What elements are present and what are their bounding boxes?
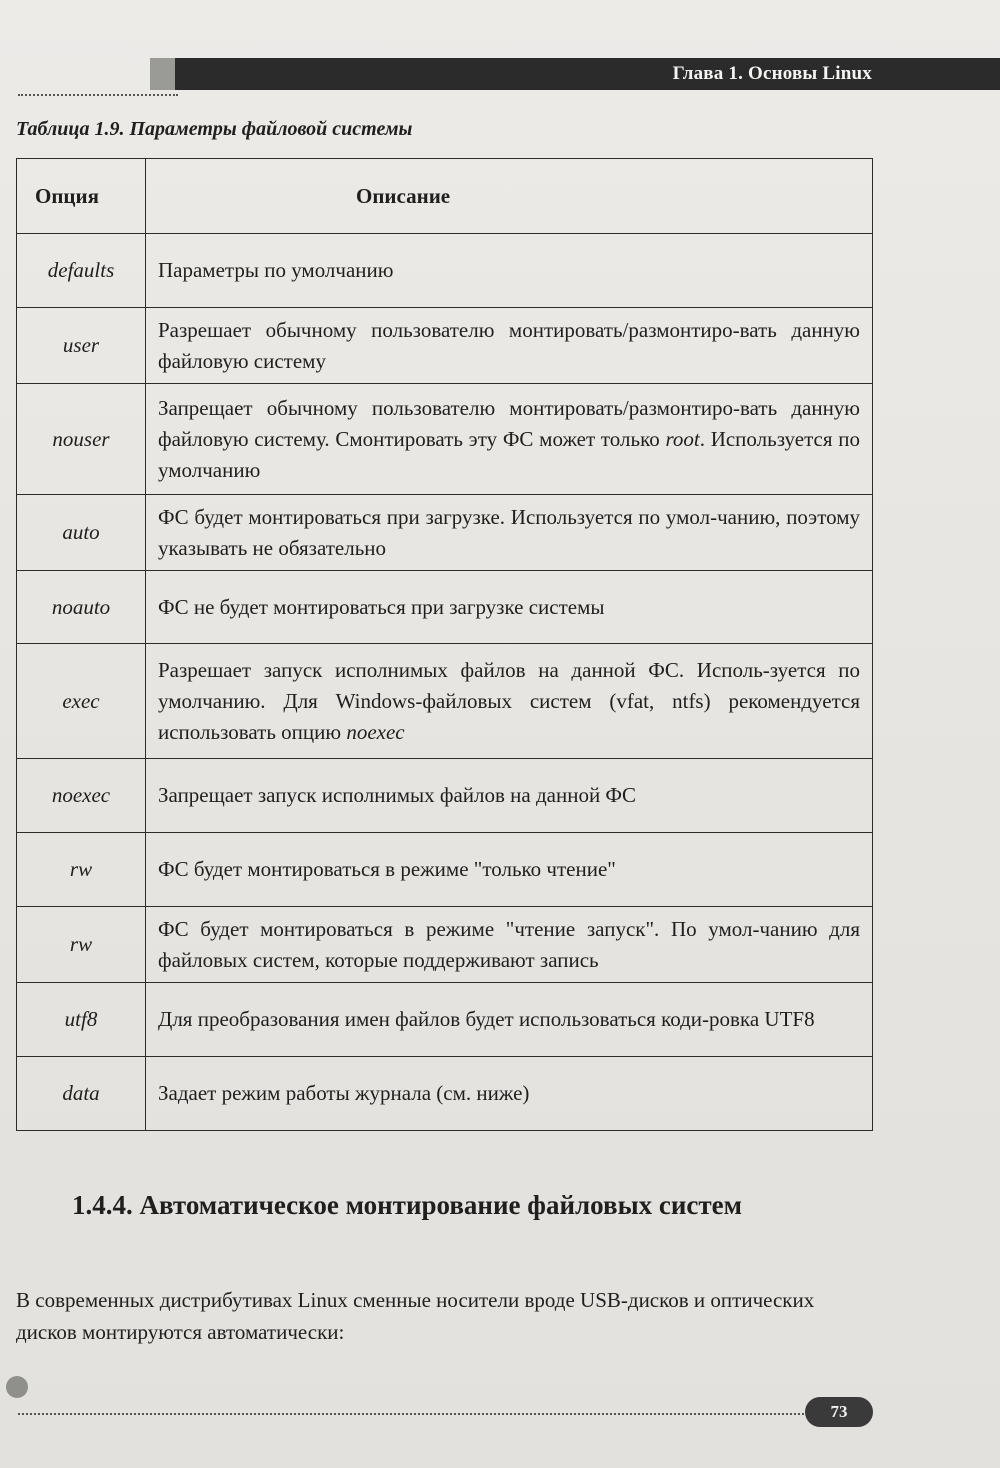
table-row [17, 983, 873, 1057]
page-margin-dot [6, 1376, 28, 1398]
option-cell: auto [17, 495, 146, 571]
description-cell: ФС будет монтироваться в режиме "только чтение" [146, 833, 873, 907]
table-row [17, 495, 873, 571]
description-cell: Параметры по умолчанию [146, 234, 873, 308]
column-header-description: Описание [146, 159, 873, 234]
table-row [17, 907, 873, 983]
header-accent [150, 58, 178, 90]
description-cell: ФС будет монтироваться при загрузке. Используется по умол-чанию, поэтому указывать не обязательно [146, 495, 873, 571]
table-row [17, 384, 873, 495]
option-cell: utf8 [17, 983, 146, 1057]
option-cell: noauto [17, 571, 146, 644]
section-heading: 1.4.4. Автоматическое монтирование файловых систем [72, 1190, 743, 1220]
table-header-row [17, 159, 873, 234]
table-row [17, 1057, 873, 1131]
description-emphasis: noexec [346, 719, 405, 744]
description-text: Разрешает запуск исполнимых файлов на данной ФС. Исполь-зуется по умолчанию. Для Windows-файловых систем (vfat, ntfs) рекомендуется использовать опцию [158, 657, 860, 744]
description-tail: . Используется по умолчанию [158, 426, 860, 482]
option-cell: nouser [17, 384, 146, 495]
header-dotted-rule [18, 94, 178, 96]
description-cell: Для преобразования имен файлов будет использоваться коди-ровка UTF8 [146, 983, 873, 1057]
description-cell: ФС не будет монтироваться при загрузке системы [146, 571, 873, 644]
description-text: Запрещает обычному пользователю монтировать/размонтиро-вать данную файловую систему. Смонтировать эту ФС может только [158, 395, 860, 451]
description-cell: Запрещает запуск исполнимых файлов на данной ФС [146, 759, 873, 833]
option-cell: defaults [17, 234, 146, 308]
table-row [17, 644, 873, 759]
body-paragraph: В современных дистрибутивах Linux сменные носители вроде USB-дисков и оптических дисков монтируются автоматически: [16, 1288, 815, 1344]
description-cell: Задает режим работы журнала (см. ниже) [146, 1057, 873, 1131]
option-cell: exec [17, 644, 146, 759]
option-cell: user [17, 308, 146, 384]
table-caption: Таблица 1.9. Параметры файловой системы [16, 118, 413, 140]
parameters-table [16, 158, 873, 1131]
table-row [17, 234, 873, 308]
option-cell: rw [17, 833, 146, 907]
option-cell: data [17, 1057, 146, 1131]
table-row [17, 571, 873, 644]
page-number: 73 [805, 1397, 873, 1427]
column-header-option: Опция [17, 159, 146, 234]
description-cell [146, 644, 873, 759]
description-cell: Разрешает обычному пользователю монтировать/размонтиро-вать данную файловую систему [146, 308, 873, 384]
table-row [17, 759, 873, 833]
table-row [17, 308, 873, 384]
chapter-title: Глава 1. Основы Linux [672, 63, 872, 84]
description-emphasis: root [665, 426, 700, 451]
footer-dotted-rule [18, 1413, 808, 1415]
table-row [17, 833, 873, 907]
option-cell: noexec [17, 759, 146, 833]
description-cell [146, 384, 873, 495]
option-cell: rw [17, 907, 146, 983]
description-cell: ФС будет монтироваться в режиме "чтение запуск". По умол-чанию для файловых систем, которые поддерживают запись [146, 907, 873, 983]
header-bar [175, 58, 1000, 90]
